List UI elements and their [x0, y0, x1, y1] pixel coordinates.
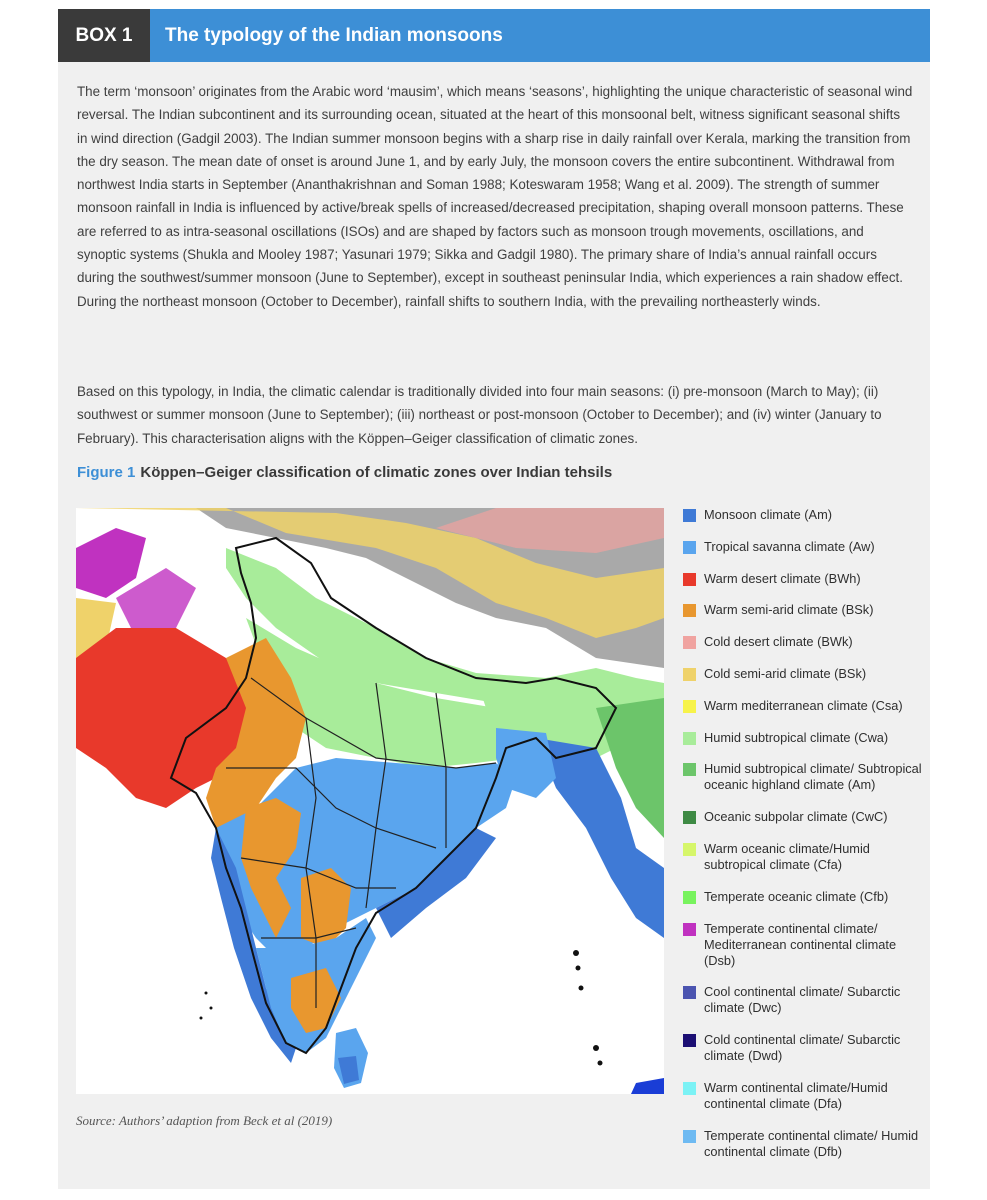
legend-swatch — [683, 509, 696, 522]
legend-item — [683, 1128, 923, 1160]
legend-swatch — [683, 668, 696, 681]
legend-label: Cool continental climate/ Subarctic climate (Dwc) — [704, 984, 901, 1016]
legend-item — [683, 841, 923, 873]
box-label: BOX 1 — [58, 9, 150, 62]
legend-swatch — [683, 763, 696, 776]
legend-label: Warm semi-arid climate (BSk) — [704, 602, 874, 618]
legend-swatch — [683, 732, 696, 745]
legend-label: Warm mediterranean climate (Csa) — [704, 697, 903, 713]
legend-label: Monsoon climate (Am) — [704, 507, 833, 522]
climate-map-graphic — [76, 508, 664, 1094]
legend-label: Tropical savanna climate (Aw) — [704, 538, 875, 554]
paragraph-seasons: Based on this typology, in India, the climatic calendar is traditionally divided into four main seasons: (i) pre-monsoon (March to May); (ii) southwest or summer monsoon (June to September); (iii) northeast or post-monsoon (October to December); and (iv) winter (January to February). This characterisation aligns with the Köppen–Geiger classification of climatic zones. — [77, 384, 882, 446]
legend-swatch — [683, 1034, 696, 1047]
legend-item — [683, 984, 923, 1016]
legend-label: Temperate oceanic climate (Cfb) — [704, 888, 889, 904]
legend-label: Warm continental climate/Humid continental climate (Dfa) — [704, 1079, 888, 1111]
legend-swatch — [683, 811, 696, 824]
legend-item — [683, 761, 923, 793]
legend-label: Oceanic subpolar climate (CwC) — [704, 809, 888, 825]
legend-label: Temperate continental climate/ Humid continental climate (Dfb) — [704, 1127, 919, 1159]
climate-map — [76, 508, 664, 1094]
legend-item — [683, 698, 923, 714]
legend-label: Cold desert climate (BWk) — [704, 634, 853, 650]
paragraph-intro: The term ‘monsoon’ originates from the Arabic word ‘mausim’, which means ‘seasons’, highlighting the unique characteristic of seasonal wind reversal. The Indian subcontinent and its surrounding ocean, situated at the heart of this monsoonal belt, witness significant seasonal shifts in wind direction (Gadgil 2003). The Indian summer monsoon begins with a sharp rise in daily rainfall over Kerala, marking the transition from the dry season. The mean date of onset is around June 1, and by early July, the monsoon covers the entire subcontinent. Withdrawal from northwest India starts in September (Ananthakrishnan and Soman 1988; Koteswaram 1958; Wang et al. 2009). The strength of summer monsoon rainfall in India is influenced by active/break spells of increased/decreased precipitation, shaping overall monsoon patterns. These are referred to as intra-seasonal oscillations (ISOs) and are shaped by factors such as monsoon trough movements, oscillations, and synoptic systems (Shukla and Mooley 1987; Yasunari 1979; Sikka and Gadgil 1980). The primary share of India’s annual rainfall occurs during the southwest/summer monsoon (June to September), except in southeast peninsular India, which experiences a rain shadow effect. During the northeast monsoon (October to December), rainfall shifts to southern India, with the prevailing northeasterly winds. — [77, 84, 913, 309]
box-title: The typology of the Indian monsoons — [165, 25, 503, 46]
legend-label: Cold continental climate/ Subarctic climate (Dwd) — [704, 1032, 901, 1064]
legend-swatch — [683, 986, 696, 999]
legend-label: Humid subtropical climate/ Subtropical oceanic highland climate (Am) — [704, 761, 922, 793]
legend-item — [683, 634, 923, 650]
legend-swatch — [683, 700, 696, 713]
legend-item — [683, 602, 923, 618]
legend-swatch — [683, 891, 696, 904]
legend-item — [683, 507, 923, 523]
legend-item — [683, 571, 923, 587]
figure-title: Köppen–Geiger classification of climatic zones over Indian tehsils — [140, 464, 613, 481]
map-legend — [683, 507, 923, 1176]
legend-label: Warm desert climate (BWh) — [704, 570, 861, 586]
legend-swatch — [683, 573, 696, 586]
figure-number: Figure 1 — [77, 464, 136, 481]
legend-swatch — [683, 923, 696, 936]
figure-source: Source: Authors’ adaption from Beck et al (2019) — [76, 1113, 333, 1128]
legend-swatch — [683, 636, 696, 649]
legend-swatch — [683, 1130, 696, 1143]
legend-label: Temperate continental climate/ Mediterranean continental climate (Dsb) — [704, 920, 897, 968]
box-container — [58, 9, 930, 1189]
legend-item — [683, 889, 923, 905]
figure-caption — [77, 464, 612, 481]
legend-label: Cold semi-arid climate (BSk) — [704, 665, 867, 681]
legend-swatch — [683, 604, 696, 617]
legend-item — [683, 730, 923, 746]
legend-item — [683, 1032, 923, 1064]
legend-item — [683, 809, 923, 825]
legend-item — [683, 539, 923, 555]
legend-swatch — [683, 843, 696, 856]
legend-swatch — [683, 1082, 696, 1095]
legend-item — [683, 666, 923, 682]
box-header — [58, 9, 930, 62]
legend-item — [683, 921, 923, 969]
legend-label: Humid subtropical climate (Cwa) — [704, 729, 889, 745]
legend-item — [683, 1080, 923, 1112]
legend-swatch — [683, 541, 696, 554]
legend-label: Warm oceanic climate/Humid subtropical climate (Cfa) — [704, 840, 870, 872]
